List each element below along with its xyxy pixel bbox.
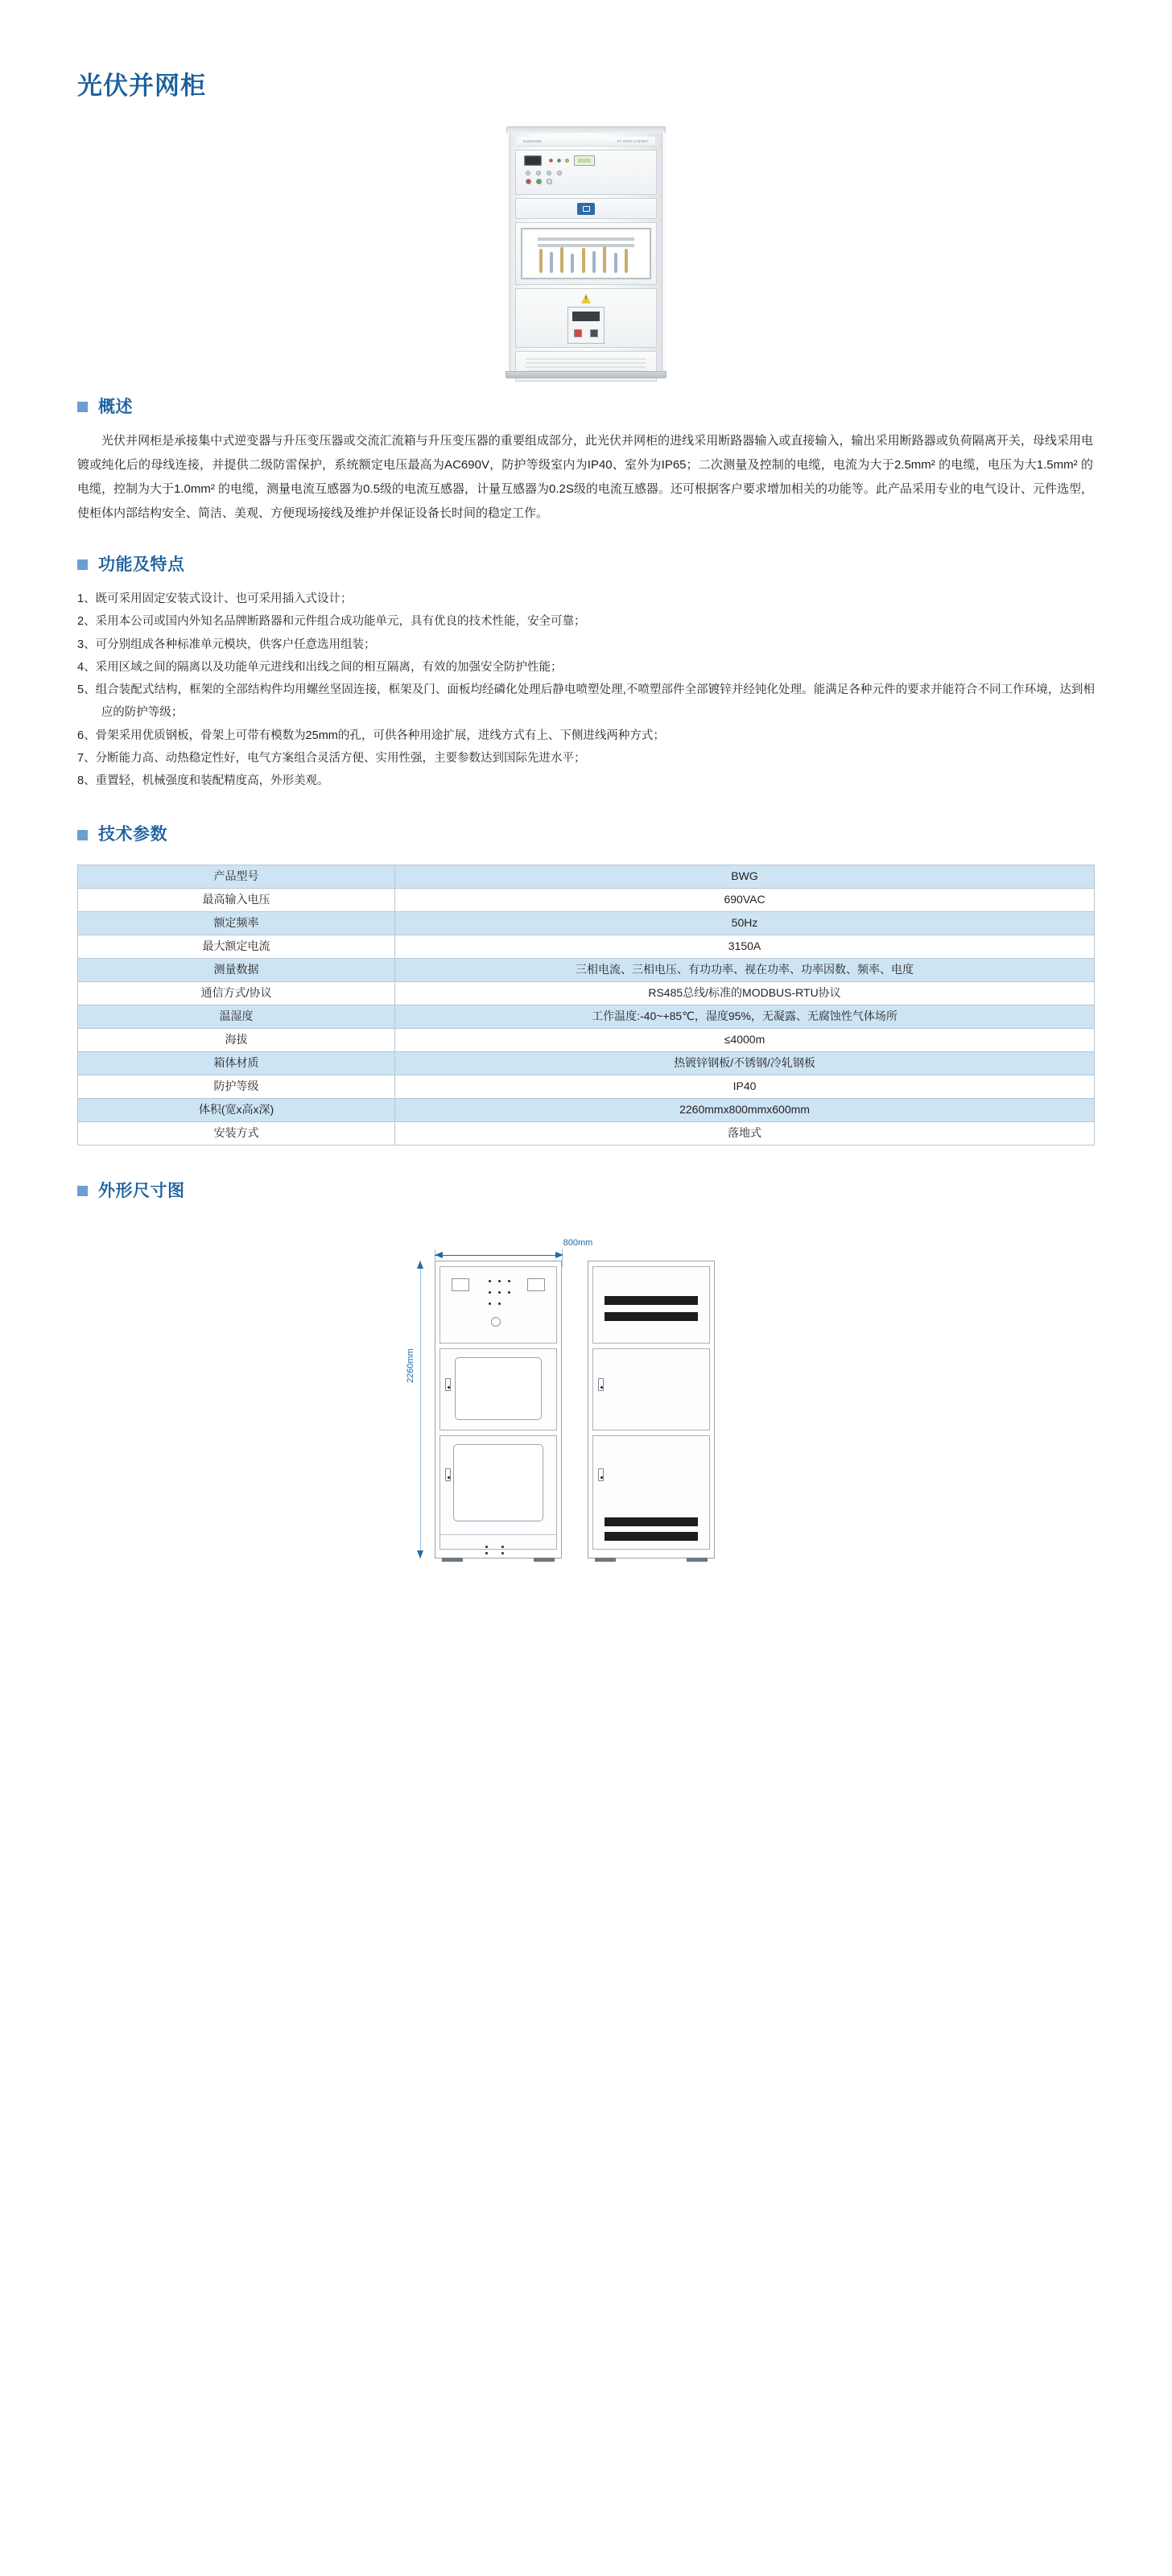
door-handle-icon <box>445 1468 451 1481</box>
table-cell-key: 体积(宽x高x深) <box>78 1098 395 1121</box>
selector-knob-group <box>526 171 648 175</box>
breaker-display-icon <box>572 312 600 321</box>
table-cell-value: 2260mmx800mmx600mm <box>395 1098 1095 1121</box>
cable-icon <box>539 249 543 273</box>
table-cell-value: 落地式 <box>395 1121 1095 1145</box>
cable-icon <box>625 249 628 273</box>
table-cell-key: 最大额定电流 <box>78 935 395 958</box>
cable-icon <box>550 252 553 273</box>
indicator-dot-icon <box>498 1280 501 1282</box>
front-upper-compartment <box>440 1266 557 1344</box>
cabinet-front-view <box>435 1261 562 1558</box>
indicator-dot-icon <box>489 1302 491 1305</box>
indicator-dot-icon <box>508 1280 510 1282</box>
overview-paragraph: 光伏并网柜是承接集中式逆变器与升压变压器或交流汇流箱与升压变压器的重要组成部分，此光伏并网柜的进线采用断路器输入或直接输入，输出采用断路器或负荷隔离开关，母线采用电镀或纯化后的母线连接，并提供二级防雷保护，系统额定电压最高为AC690V，防护等级室内为IP40、室外为IP65；二次测量及控制的电缆，电流为大于2.5mm² 的电缆，电压为大1.5mm² 的电缆，控制为大于1.0mm² 的电缆，测量电流互感器为0.5级的电流互感器，计量互感器为0.2S级的电流互感器。还可根据客户要求增加相关的功能等。此产品采用专业的电气设计、元件选型，使柜体内部结构安全、简洁、美观、方便现场接线及维护并保证设备长时间的稳定工作。 <box>77 433 1093 520</box>
table-row <box>78 911 1095 935</box>
table-cell-value: ≤4000m <box>395 1028 1095 1051</box>
feature-list <box>77 588 1095 792</box>
list-item: 3、可分别组成各种标准单元模块，供客户任意选用组装； <box>77 638 376 651</box>
cabinet-viewing-window <box>515 222 657 285</box>
cable-icon <box>582 248 585 273</box>
cabinet-instrument-panel <box>515 150 657 195</box>
table-cell-key: 温湿度 <box>78 1005 395 1028</box>
meter-outline-icon <box>452 1278 469 1291</box>
spec-table <box>77 865 1095 1146</box>
section-title: 功能及特点 <box>98 555 185 574</box>
door-handle-icon <box>598 1378 604 1391</box>
section-features <box>0 553 1172 793</box>
cabinet-plinth <box>506 371 666 378</box>
product-hero-image <box>0 131 1172 373</box>
push-button-stop-icon <box>526 179 531 184</box>
indicator-lamp-green <box>557 159 561 163</box>
table-cell-value: 工作温度:-40~+85℃，湿度95%，无凝露、无腐蚀性气体场所 <box>395 1005 1095 1028</box>
rear-middle-compartment <box>592 1348 710 1430</box>
digital-meter-icon <box>524 155 542 166</box>
table-row <box>78 1121 1095 1145</box>
page-title: 光伏并网柜 <box>77 72 206 100</box>
section-bullet-icon <box>77 1186 88 1196</box>
cabinet-illustration <box>510 131 662 373</box>
list-item: 5、组合装配式结构，框架的全部结构件均用螺丝坚固连接，框架及门、面板均经磷化处理后静电喷塑处理,不喷塑部件全部镀锌并经钝化处理。能满足各种元件的要求并能符合不同工作环境，达到相应的防护等级； <box>77 683 1095 720</box>
circuit-breaker-icon <box>567 307 605 344</box>
table-row <box>78 935 1095 958</box>
fastener-dot-icon <box>485 1552 488 1554</box>
cabinet-foot <box>687 1558 708 1562</box>
vent-louver <box>605 1517 698 1526</box>
push-button-start-icon <box>536 179 542 184</box>
fastener-dot-icon <box>501 1546 504 1548</box>
dimension-drawing-area <box>77 1230 1095 1568</box>
table-row <box>78 865 1095 888</box>
indicator-dot-icon <box>489 1291 491 1294</box>
meter-outline-icon <box>527 1278 545 1291</box>
table-cell-value: IP40 <box>395 1075 1095 1098</box>
table-cell-value: 热镀锌钢板/不锈钢/冷轧钢板 <box>395 1051 1095 1075</box>
arrow-down-icon <box>415 1547 425 1558</box>
knob-outline-icon <box>491 1317 501 1327</box>
cable-icon <box>560 247 563 273</box>
front-lower-compartment <box>440 1435 557 1550</box>
arrow-left-icon <box>431 1250 443 1260</box>
list-item: 6、骨架采用优质钢板，骨架上可带有模数为25mm的孔，可供各种用途扩展，进线方式有上、下侧进线两种方式； <box>77 729 665 742</box>
table-row <box>78 1051 1095 1075</box>
cabinet-brand-left: SUNSHINE <box>523 138 543 144</box>
table-cell-value: RS485总线/标准的MODBUS-RTU协议 <box>395 981 1095 1005</box>
section-header-overview <box>77 395 1095 419</box>
spec-table-wrapper <box>77 865 1095 1146</box>
selector-knob-icon <box>536 171 541 175</box>
section-title: 外形尺寸图 <box>98 1181 185 1200</box>
indicator-dot-icon <box>498 1291 501 1294</box>
fastener-dot-icon <box>485 1546 488 1548</box>
cabinet-brand-bar <box>517 137 655 147</box>
table-row <box>78 1075 1095 1098</box>
dimension-height-label: 2260mm <box>406 1348 415 1384</box>
section-title: 技术参数 <box>98 825 167 844</box>
indicator-lamp-group <box>549 159 569 163</box>
section-specs <box>0 823 1172 1145</box>
front-middle-compartment <box>440 1348 557 1430</box>
meter-row <box>524 155 648 166</box>
table-row <box>78 888 1095 911</box>
vent-slot <box>526 362 646 364</box>
cabinet-logo-strip <box>515 198 657 219</box>
cabinet-brand-right: PV GRID CABINET <box>617 138 649 144</box>
arrow-right-icon <box>552 1250 563 1260</box>
list-item: 2、采用本公司或国内外知名品牌断路器和元件组合成功能单元，具有优良的技术性能，安全可靠； <box>77 615 586 629</box>
cabinet-breaker-compartment <box>515 288 657 348</box>
cabinet-rear-view <box>588 1261 715 1558</box>
dimension-arrow-line <box>435 1255 562 1256</box>
table-cell-key: 通信方式/协议 <box>78 981 395 1005</box>
door-outline <box>453 1444 543 1521</box>
section-bullet-icon <box>77 830 88 840</box>
arrow-up-icon <box>415 1261 425 1272</box>
section-title: 概述 <box>98 398 133 417</box>
door-outline <box>455 1357 542 1420</box>
table-cell-key: 海拔 <box>78 1028 395 1051</box>
cable-icon <box>571 254 574 273</box>
fastener-dot-icon <box>501 1552 504 1554</box>
table-cell-key: 测量数据 <box>78 958 395 981</box>
cable-icon <box>592 251 596 273</box>
cabinet-foot <box>442 1558 463 1562</box>
vent-louver <box>605 1532 698 1541</box>
table-cell-key: 防护等级 <box>78 1075 395 1098</box>
indicator-dot-icon <box>498 1302 501 1305</box>
section-dimensions <box>0 1179 1172 1568</box>
cabinet-top-cap <box>506 126 666 133</box>
section-overview <box>0 395 1172 525</box>
list-item: 8、重置轻，机械强度和装配精度高，外形美观。 <box>77 774 329 788</box>
section-header-features <box>77 553 1095 576</box>
table-row <box>78 958 1095 981</box>
table-row <box>78 1028 1095 1051</box>
table-cell-key: 额定频率 <box>78 911 395 935</box>
breaker-off-button-icon <box>574 329 582 337</box>
table-cell-value: 3150A <box>395 935 1095 958</box>
list-item: 4、采用区域之间的隔离以及功能单元进线和出线之间的相互隔离，有效的加强安全防护性能； <box>77 660 563 674</box>
rear-lower-compartment <box>592 1435 710 1550</box>
indicator-lamp-yellow <box>565 159 569 163</box>
push-button-group <box>524 179 648 184</box>
cable-icon <box>614 253 617 273</box>
door-handle-icon <box>445 1378 451 1391</box>
busbar-horizontal <box>538 237 634 241</box>
cabinet-foot <box>534 1558 555 1562</box>
cabinet-foot <box>595 1558 616 1562</box>
table-cell-key: 产品型号 <box>78 865 395 888</box>
table-row <box>78 1005 1095 1028</box>
list-item: 1、既可采用固定安装式设计、也可采用插入式设计； <box>77 592 353 605</box>
section-header-specs <box>77 823 1095 846</box>
table-cell-value: 三相电流、三相电压、有功功率、视在功率、功率因数、频率、电度 <box>395 958 1095 981</box>
table-row <box>78 981 1095 1005</box>
warning-triangle-icon <box>581 294 592 303</box>
selector-knob-icon <box>557 171 562 175</box>
indicator-dot-icon <box>489 1280 491 1282</box>
table-cell-key: 箱体材质 <box>78 1051 395 1075</box>
manufacturer-logo-icon <box>577 203 595 215</box>
table-cell-value: 50Hz <box>395 911 1095 935</box>
cable-bundle <box>533 246 640 273</box>
lcd-display-icon <box>574 155 595 166</box>
vent-slot <box>526 366 646 368</box>
table-cell-value: 690VAC <box>395 888 1095 911</box>
section-bullet-icon <box>77 402 88 412</box>
section-header-dimensions <box>77 1179 1095 1203</box>
table-row <box>78 1098 1095 1121</box>
breaker-on-button-icon <box>590 329 598 337</box>
vent-louver <box>605 1312 698 1321</box>
push-button-reset-icon <box>547 179 552 184</box>
table-cell-key: 安装方式 <box>78 1121 395 1145</box>
table-cell-value: BWG <box>395 865 1095 888</box>
selector-knob-icon <box>526 171 530 175</box>
vent-slot <box>526 358 646 360</box>
cable-icon <box>603 246 606 273</box>
rear-upper-compartment <box>592 1266 710 1344</box>
section-bullet-icon <box>77 559 88 570</box>
indicator-lamp-red <box>549 159 553 163</box>
window-glass <box>521 228 651 279</box>
door-handle-icon <box>598 1468 604 1481</box>
selector-knob-icon <box>547 171 551 175</box>
table-cell-key: 最高输入电压 <box>78 888 395 911</box>
panel-separator <box>440 1534 556 1535</box>
dimension-drawing <box>406 1230 755 1568</box>
vent-louver <box>605 1296 698 1305</box>
dimension-width-label: 800mm <box>563 1238 593 1249</box>
indicator-dot-icon <box>508 1291 510 1294</box>
list-item: 7、分断能力高、动热稳定性好，电气方案组合灵活方便、实用性强，主要参数达到国际先进水平； <box>77 751 586 765</box>
extension-line <box>420 1261 421 1558</box>
